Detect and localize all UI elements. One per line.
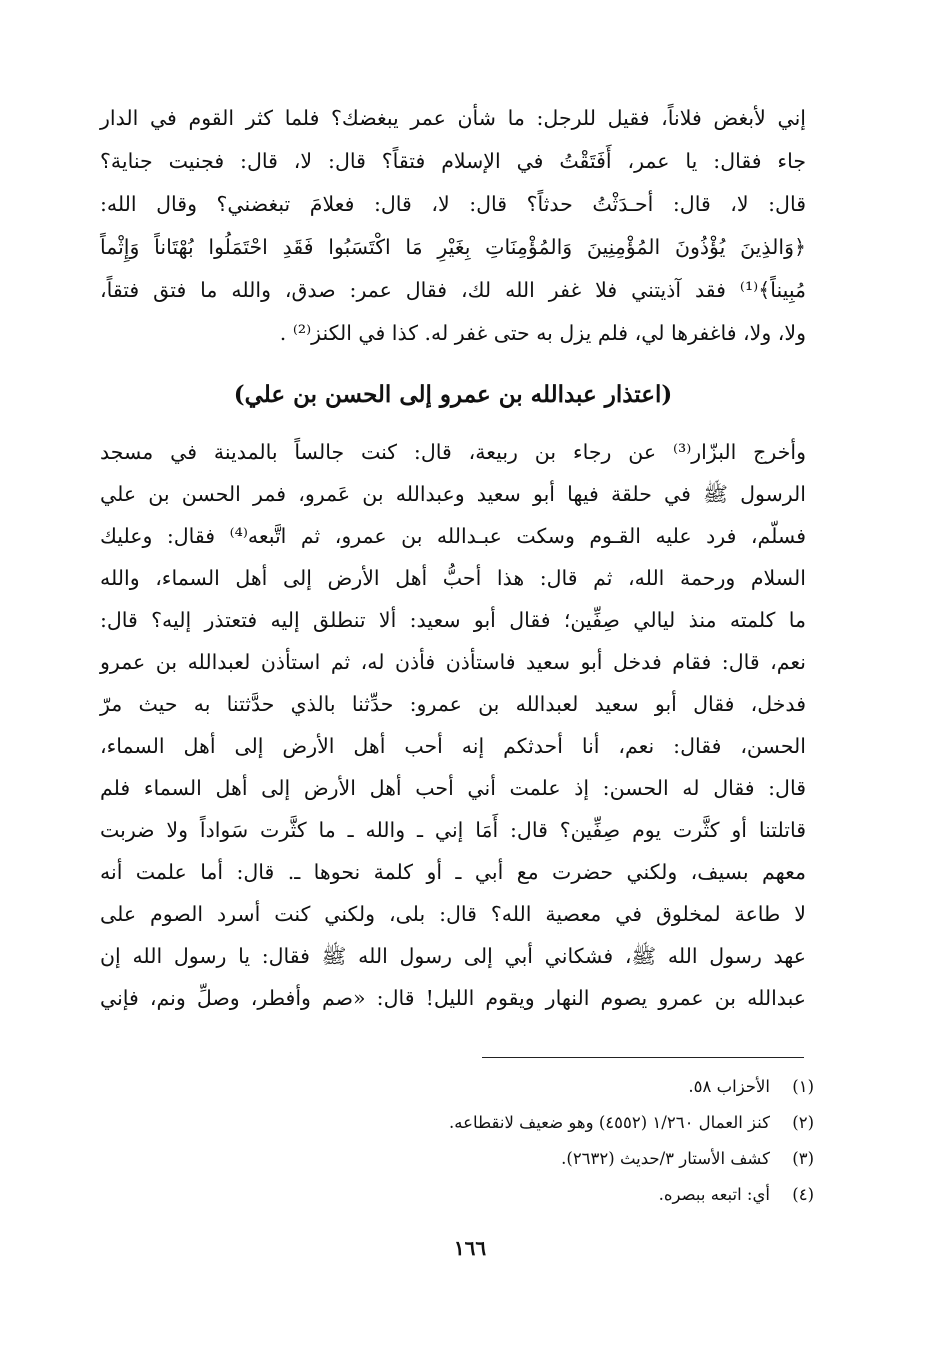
text-line: إني لأبغض فلاناً، فقيل للرجل: ما شأن عمر يبغضك؟ فلما كثر القوم في الدار	[100, 106, 806, 130]
text-line: مُبِيناً﴾⁽¹⁾ فقد آذيتني فلا غفر الله لك، فقال عمر: صدق، والله ما فتق فتقاً،	[100, 278, 806, 302]
section-heading: (اعتذار عبدالله بن عمرو إلى الحسن بن علي)	[233, 381, 673, 408]
text-line: نعم، قال: فقام فدخل أبو سعيد فاستأذن فأذن له، ثم استأذن لعبدالله بن عمرو	[100, 650, 806, 674]
footnote-2	[214, 1108, 814, 1138]
page-number: ١٦٦	[453, 1236, 487, 1260]
text-line: قاتلتنا أو كثَّرت يوم صِفِّين؟ قال: أَمَا إني ـ والله ـ ما كثَّرت سَواداً ولا ضربت	[100, 818, 806, 842]
text-line: ولا، ولا، فاغفرها لي، فلم يزل به حتى غفر له. كذا في الكنز⁽²⁾ .	[279, 321, 806, 345]
footnote-text: أي: اتبعه ببصره.	[658, 1185, 770, 1204]
text-line: قال: لا، قال: أحـدَثْتُ حدثاً؟ قال: لا، قال: فعلامَ تبغضني؟ وقال الله:	[100, 192, 806, 216]
text-line: عبدالله بن عمرو يصوم النهار ويقوم الليل! قال: «صم وأفطر، وصلِّ ونم، فإني	[100, 986, 806, 1010]
footnote-text: الأحزاب ٥٨.	[688, 1077, 770, 1096]
footnote-number: (٢)	[792, 1113, 814, 1132]
text-line: فدخل، فقال أبو سعيد لعبدالله بن عمرو: حدِّثنا بالذي حدَّثتنا به حيث مرّ	[100, 692, 806, 716]
text-line: عهد رسول الله ﷺ، فشكاني أبي إلى رسول الله ﷺ فقال: يا رسول الله إن	[100, 944, 806, 968]
text-line: وأخرج البزّار⁽³⁾ عن رجاء بن ربيعة، قال: كنت جالساً بالمدينة في مسجد	[100, 440, 806, 464]
footnote-3	[214, 1144, 814, 1174]
text-line: الرسول ﷺ في حلقة فيها أبو سعيد وعبدالله بن عَمرو، فمر الحسن بن علي	[100, 482, 806, 506]
footnote-1	[214, 1072, 814, 1102]
footnote-divider	[482, 1057, 804, 1058]
text-line: فسلّم، فرد عليه القـوم وسكت عبـدالله بن عمرو، ثم اتَّبعه⁽⁴⁾ فقال: وعليك	[100, 524, 806, 548]
footnote-text: كنز العمال ١/٢٦٠ (٤٥٥٢) وهو ضعيف لانقطاعه.	[449, 1113, 770, 1132]
footnote-number: (٣)	[792, 1149, 814, 1168]
text-line: لا طاعة لمخلوق في معصية الله؟ قال: بلى، ولكني كنت أسرد الصوم على	[100, 902, 806, 926]
text-line: قال: فقال له الحسن: إذ علمت أني أحب أهل الأرض إلى أهل السماء فلم	[100, 776, 806, 800]
text-line: السلام ورحمة الله، ثم قال: هذا أحبُّ أهل الأرض إلى أهل السماء، والله	[100, 566, 806, 590]
quran-verse-line: ﴿وَالذِينَ يُؤْذُونَ المُؤْمِنِينَ وَالمُؤْمِنَاتِ بِغَيْرِ مَا اكْتَسَبُوا فَقَدِ احْتَمَلُوا بُهْتَاناً وَإِثْماً	[100, 235, 806, 259]
footnote-number: (١)	[792, 1077, 814, 1096]
text-line: ما كلمته منذ ليالي صِفِّين؛ فقال أبو سعيد: ألا تنطلق إليه فتعتذر إليه؟ قال:	[100, 608, 806, 632]
footnote-number: (٤)	[792, 1185, 814, 1204]
footnote-4	[214, 1180, 814, 1210]
footnote-text: كشف الأستار ٣/حديث (٢٦٣٢).	[561, 1149, 770, 1168]
text-line: جاء فقال: يا عمر، أَفَتَقْتُ في الإسلام فتقاً؟ قال: لا، قال: فجنيت جناية؟	[100, 149, 806, 173]
text-line: الحسن، فقال: نعم، أنا أحدثكم إنه أحب أهل الأرض إلى أهل السماء،	[100, 734, 806, 758]
text-line: معهم بسيف، ولكني حضرت مع أبي ـ أو كلمة نحوها ـ. قال: أما علمت أنه	[100, 860, 806, 884]
